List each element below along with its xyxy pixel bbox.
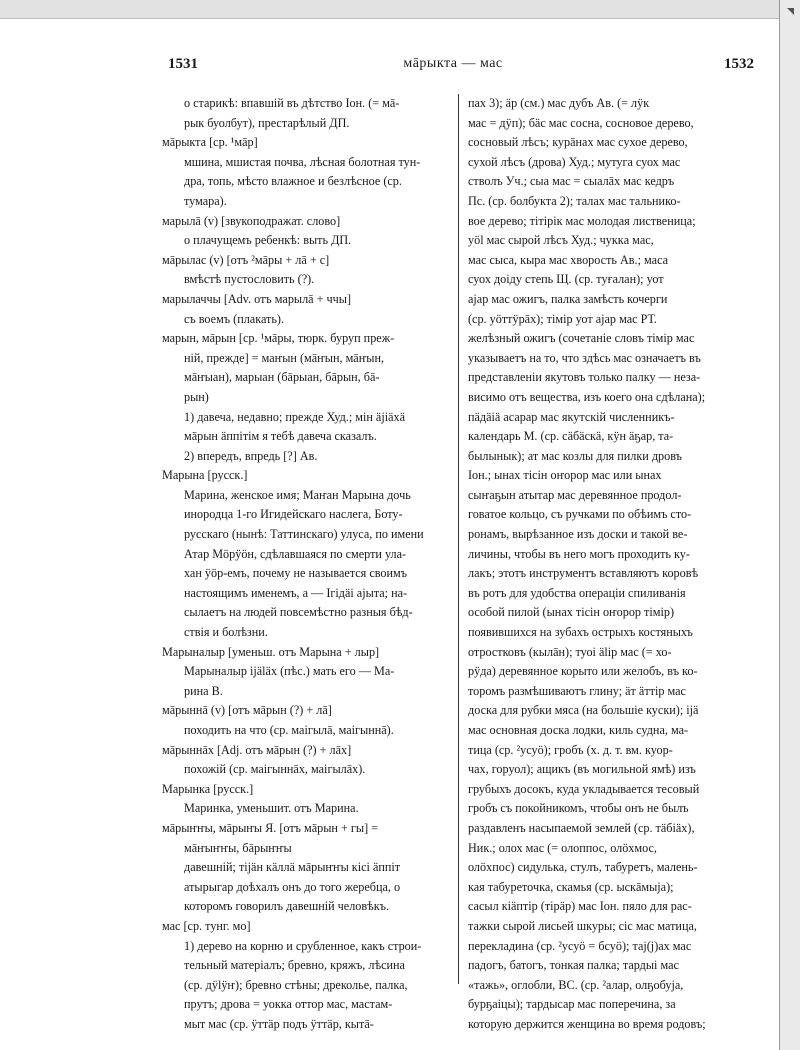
entry-text-line: вмѣстѣ пустословить (?).: [184, 272, 315, 287]
entry-headword-line: Марына [русск.]: [162, 468, 248, 483]
entry-text-line: Пс. (ср. болбукта 2); талах мас тальнико-: [468, 193, 681, 208]
entry-text-line: представленіи якутовъ только палку — неза-: [468, 370, 701, 385]
entry-text-line: давешній; тіjäн кäллä мāрыҥҥы кісі äппіт: [184, 860, 401, 875]
entry-text-line: мыт мас (ср. ӱттäр подъ ӱттäр, кытā-: [184, 1016, 374, 1031]
entry-text-line: мāҥыан), марыан (бāрыан, бāрын, бā-: [184, 370, 380, 385]
page-number-right: 1532: [724, 56, 754, 72]
entry-text-line: суох доіду степь Щ. (ср. туғалан); уот: [468, 272, 664, 287]
entry-text-line: раздавленъ насыпаемой землей (ср. тäбiäх),: [468, 820, 695, 835]
entry-text-line: мшина, мшистая почва, лѣсная болотная тун-: [184, 154, 421, 169]
entry-text-line: Атар Мӧрӱӧн, сдѣлавшаяся по смерти ула-: [184, 546, 407, 561]
entry-text-line: рык буолбут), престарѣлый ДП.: [184, 115, 350, 130]
entry-text-line: стволъ Уч.; сыа мас = сыалāх мас кедръ: [468, 174, 675, 189]
dictionary-page: [148, 56, 758, 1031]
entry-text-line: 1) давеча, недавно; прежде Худ.; мін äjiäxä: [184, 409, 406, 424]
entry-text-line: олöхпос) сидулька, стулъ, табуретъ, малень-: [468, 860, 698, 875]
entry-text-line: Марина, женское имя; Маҥан Марына дочь: [184, 487, 411, 502]
entry-text-line: атырыгар доѣхалъ онъ до того жеребца, о: [184, 879, 401, 894]
entry-text-line: ній, прежде] = маҥын (мāҥын, мāҥын,: [184, 350, 385, 365]
entry-text-line: 1) дерево на корню и срубленное, какъ строи-: [184, 938, 422, 953]
column-divider: [458, 94, 459, 984]
entry-headword-line: мāрылас (v) [отъ ²мāры + лā + с]: [162, 252, 330, 267]
entry-text-line: прутъ; дрова = уокка оттор мас, мастам-: [184, 997, 393, 1012]
entry-text-line: указываетъ на то, что здѣсь мас означаетъ въ: [468, 350, 701, 365]
entry-text-line: пах 3); äр (см.) мас дубъ Ав. (= лӱк: [468, 96, 650, 110]
entry-text-line: русскаго (нынѣ: Таттинскаго) улуса, по имени: [184, 527, 424, 542]
entry-text-line: лакъ; этотъ инструментъ вставляютъ коровѣ: [468, 566, 699, 581]
entry-text-line: тельный матеріалъ; бревно, кряжъ, лѣсина: [184, 958, 405, 973]
entry-text-line: перекладина (ср. ²усуö = бсуö); таj(j)ах мас: [468, 938, 692, 953]
entry-headword-line: марылаччы [Adv. отъ марылā + ччы]: [162, 291, 352, 306]
entry-text-line: появившихся на зубахъ острыхъ костяныхъ: [468, 625, 693, 640]
entry-text-line: о плачущемъ ребенкѣ: выть ДП.: [184, 233, 352, 248]
entry-text-line: доска для рубки мяса (на большіе куски); іjä: [468, 703, 699, 718]
entry-text-line: инородца 1-го Игидейскаго наслега, Боту-: [184, 507, 403, 522]
entry-text-line: рӱда) деревянное корыто или желобъ, въ ко-: [468, 664, 698, 679]
entry-text-line: личины, чтобы въ него могъ проходить ку-: [468, 546, 690, 561]
entry-headword-line: мāрыҥҥы, мāрыҥы Я. [отъ мāрын + гы] =: [162, 820, 379, 835]
entry-text-line: аjар мас ожигъ, палка замѣсть кочерги: [468, 291, 668, 306]
entry-text-line: падогъ, батогъ, тонкая палка; тардыi мас: [468, 958, 679, 973]
entry-text-line: вое дерево; тітірік мас молодая лиственица;: [468, 213, 696, 228]
entry-text-line: дра, топь, мѣсто влажное и безлѣсное (ср.: [184, 174, 402, 189]
entry-text-line: былынык); ат мас козлы для пилки дровъ: [468, 448, 682, 463]
entry-headword-line: марын, мāрын [ср. ¹мāры, тюрк. буруп преж-: [162, 331, 395, 346]
entry-text-line: уöl мас сырой лѣсъ Худ.; чуккa мас,: [468, 233, 654, 248]
entry-text-line: мас основная доска лодки, киль судна, ма-: [468, 723, 689, 737]
entry-headword-line: мāрыннā (v) [отъ мāрын (?) + лā]: [162, 703, 332, 718]
right-column: [466, 94, 756, 1031]
entry-text-line: настоящимъ именемъ, а — Ігідäі аjыта; на-: [184, 585, 408, 600]
entry-text-line: календарь М. (ср. сäбäскä, кӱн äҕар, та-: [468, 429, 674, 444]
entry-text-line: желѣзный ожигъ (сочетаніе словъ тімір мас: [468, 331, 695, 346]
entry-text-line: въ ротъ для удобства операціи спиливанія: [468, 585, 686, 600]
entry-text-line: гробъ съ покойникомъ, чтобы онъ не былъ: [468, 801, 689, 816]
entry-text-line: мāрын äппітім я тебѣ давеча сказалъ.: [184, 429, 377, 444]
entry-text-line: сыҥаҕын атытар мас деревянное продол-: [468, 487, 682, 502]
entry-text-line: (ср. дӱlӱҥ); бревно стѣны; дреколье, палка,: [184, 977, 408, 992]
entry-text-line: бурҕаiцы); тардысар мас поперечина, за: [468, 997, 676, 1012]
entry-text-line: тица (ср. ²усуö); гробъ (х. д. т. вм. куор-: [468, 742, 673, 757]
entry-text-line: съ воемъ (плакать).: [184, 311, 285, 326]
entry-text-line: сылаетъ на людей повсемѣстно разныя бѣд-: [184, 605, 413, 620]
entry-text-line: чах, горуол); ащикъ (въ могильной ямѣ) изъ: [468, 762, 696, 777]
entry-text-line: сухой лѣсъ (дрова) Худ.; мутуга суох мас: [468, 154, 681, 169]
entry-text-line: Іон.; ынах тісін оҥорор мас или ынах: [468, 468, 662, 483]
page-corner-icon: [787, 8, 794, 15]
page-number-left: 1531: [168, 56, 198, 72]
entry-headword-line: мāрыннāх [Adj. отъ мāрын (?) + лāх]: [162, 742, 352, 757]
entry-headword-line: Марынка [русск.]: [162, 781, 254, 796]
entry-text-line: которомъ говорилъ давешній человѣкъ.: [184, 899, 390, 914]
entry-text-line: ствія и болѣзни.: [184, 625, 268, 640]
entry-text-line: отростковъ (кылāн); туоі äliр мас (= хо-: [468, 644, 672, 659]
entry-text-line: рина В.: [184, 683, 223, 698]
entry-text-line: (ср. уöттӱрāх); тімір уот аjар мас РТ.: [468, 311, 657, 326]
entry-text-line: кая табуреточка, скамья (ср. ыскāмыjа);: [468, 879, 674, 894]
entry-text-line: мас сыса, кыра мас хворость Ав.; маса: [468, 252, 669, 267]
entry-text-line: походить на что (ср. маігылā, маігыннā).: [184, 723, 394, 737]
entry-text-line: грубыхъ досокъ, куда укладывается тесовый: [468, 781, 700, 796]
text-columns: [148, 94, 758, 1031]
entry-text-line: мāҥыҥҥы, бāрыҥҥы: [184, 840, 292, 855]
entry-text-line: торомъ размѣшиваютъ глину; äт äттір мас: [468, 683, 686, 698]
entry-headword-line: мас [ср. тунг. мо]: [162, 918, 251, 933]
entry-text-line: хан ӱӧр-емъ, почему не называется своимъ: [184, 566, 408, 581]
entry-text-line: похожій (ср. маігыннāх, маігылāх).: [184, 762, 366, 777]
entry-text-line: Маринка, уменьшит. отъ Марина.: [184, 801, 359, 816]
entry-text-line: 2) впередъ, впредь [?] Ав.: [184, 448, 318, 463]
entry-text-line: Ник.; олох мас (= олоппос, олӧхмос,: [468, 840, 657, 855]
running-title: мāрыкта — мас: [403, 56, 503, 71]
entry-text-line: особой пилой (ынах тісін оҥорор тімір): [468, 605, 675, 620]
entry-text-line: сосновый лѣсъ; курāнах мас сухое дерево,: [468, 135, 688, 150]
entry-text-line: Марыналыр ijäläx (пѣс.) мать его — Ма-: [184, 664, 395, 679]
entry-text-line: говатое кольцо, съ ручками по обѣимъ сто-: [468, 507, 692, 522]
entry-headword-line: марылā (v) [звукоподражат. слово]: [162, 213, 341, 228]
entry-text-line: тумара).: [184, 193, 227, 208]
entry-text-line: «тажь», оглобли, ВС. (ср. ²алар, олҕобуjа,: [468, 977, 684, 992]
entry-text-line: пäдäiä асарар мас якутскій численникъ-: [468, 409, 675, 424]
entry-text-line: ронамъ, вырѣзанное изъ доски и такой ве-: [468, 527, 688, 542]
entry-text-line: о старикѣ: впавшій въ дѣтство Іон. (= мā-: [184, 96, 400, 110]
entry-headword-line: мāрыкта [ср. ¹мāр]: [162, 135, 258, 150]
entry-text-line: мас = дӱп); бäс мас сосна, сосновое дерево,: [468, 115, 694, 130]
entry-text-line: рын): [184, 389, 209, 404]
entry-headword-line: Марыналыр [уменьш. отъ Марына + лыр]: [162, 644, 380, 659]
entry-text-line: сасыл кіäптір (тірäр) мас Іон. пяло для рас-: [468, 899, 692, 914]
left-column: [162, 94, 454, 1031]
viewer-scrollbar[interactable]: [779, 0, 800, 1050]
entry-text-line: висимо отъ вещества, изъ коего она сдѣлана);: [468, 389, 706, 404]
viewer-top-bar: [0, 0, 800, 19]
page-header: [148, 56, 758, 82]
entry-text-line: которую держится женщина во время родовъ;: [468, 1016, 706, 1031]
entry-text-line: тажки сырой лисьей шкуры; сіс мас матица,: [468, 918, 697, 933]
